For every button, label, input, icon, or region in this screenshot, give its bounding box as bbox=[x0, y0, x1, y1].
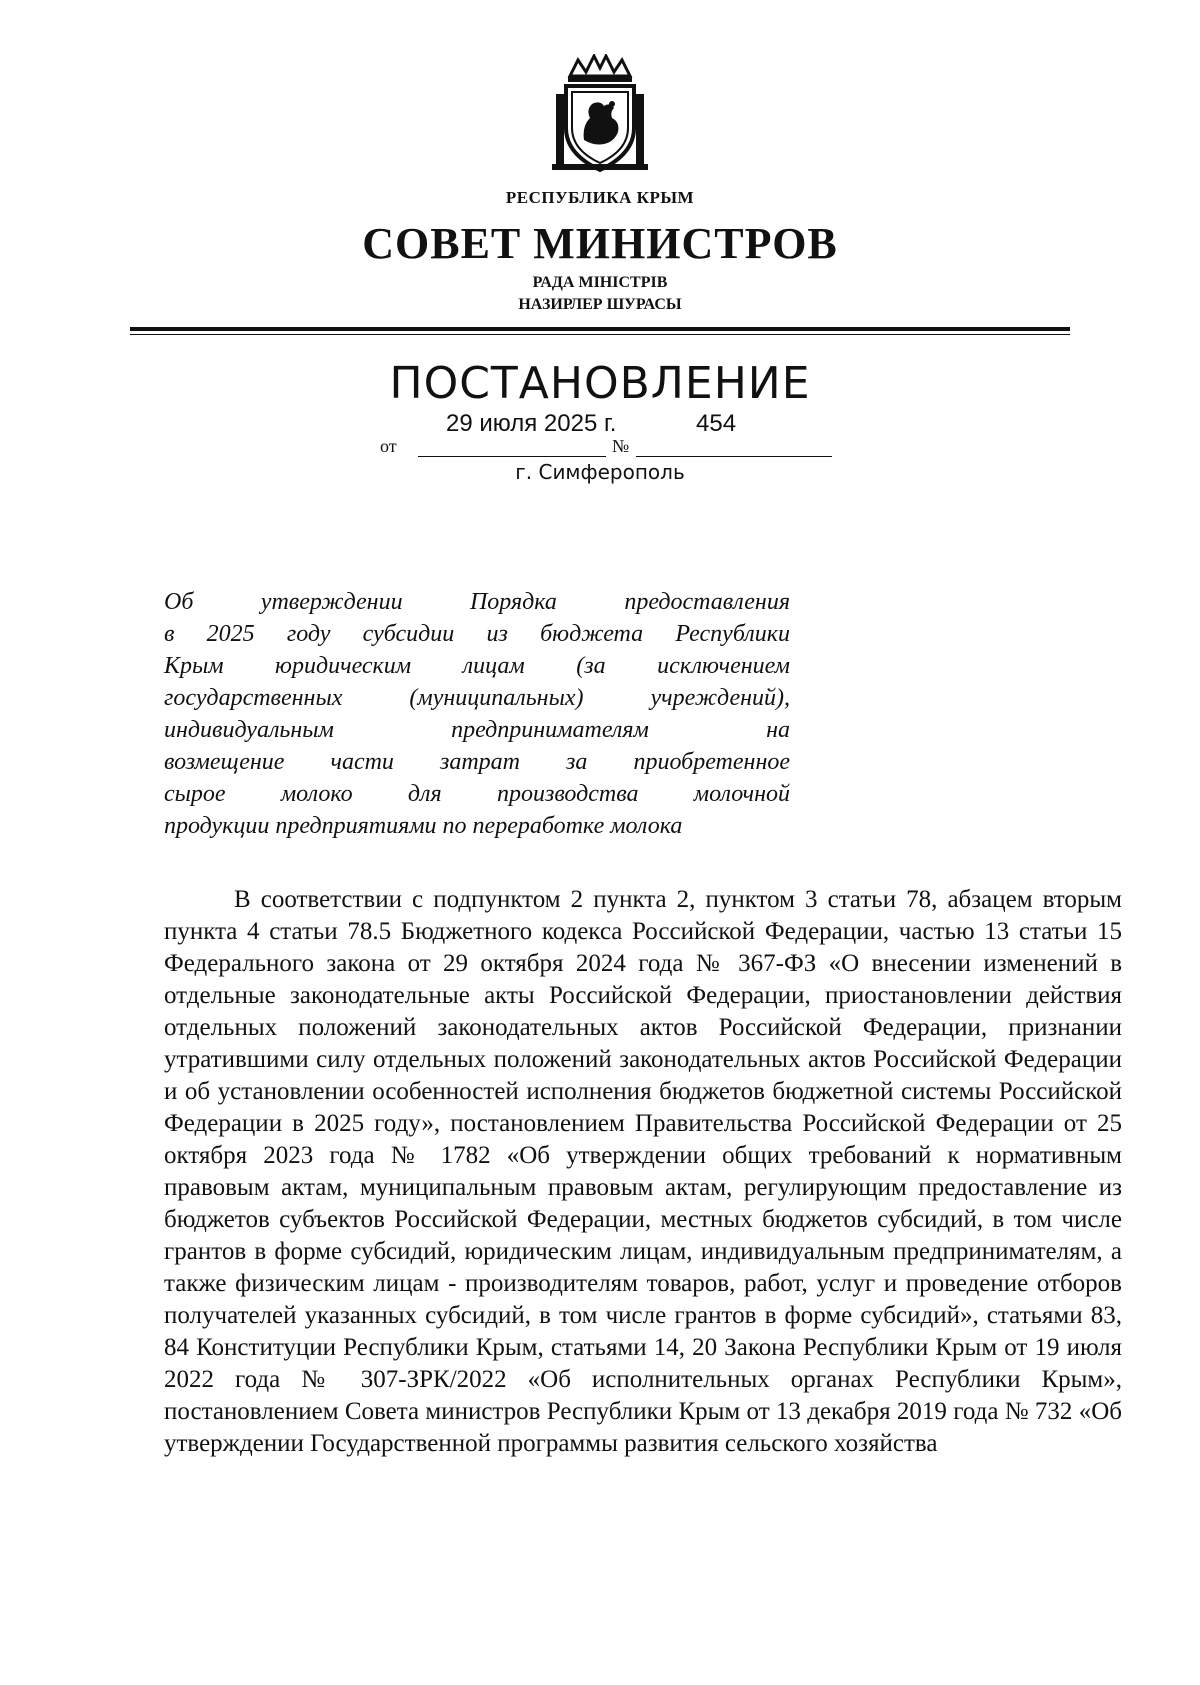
coat-of-arms-emblem bbox=[548, 54, 652, 178]
subject-line: продукции предприятиями по переработке молока bbox=[164, 813, 683, 839]
subject-line: в 2025 году субсидии из бюджета Республики bbox=[164, 621, 790, 647]
subject-line: государственных (муниципальных) учреждений), bbox=[164, 685, 790, 711]
council-title-ukrainian: РАДА МІНІСТРІВ bbox=[532, 274, 668, 291]
date-number-row bbox=[380, 410, 840, 460]
subject-line: индивидуальным предпринимателям на bbox=[164, 717, 790, 743]
council-title-crimean-tatar: НАЗИРЛЕР ШУРАСЫ bbox=[518, 296, 682, 313]
from-label: от bbox=[380, 436, 397, 456]
document-type-title: ПОСТАНОВЛЕНИЕ bbox=[389, 358, 811, 409]
document-subject bbox=[164, 586, 790, 842]
body-paragraph: В соответствии с подпунктом 2 пункта 2, пунктом 3 статьи 78, абзацем вторым пункта 4 статьи 78.5 Бюджетного кодекса Российской Федерации, частью 13 статьи 15 Федерального закона от 29 октября 2024 года № 367-ФЗ «О внесении изменений в отдельные законодательные акты Российской Федерации, приостановлении действия отдельных положений законодательных актов Российской Федерации, признании утратившими силу отдельных положений законодательных актов Российской Федерации и об установлении особенностей исполнения бюджетов бюджетной системы Российской Федерации в 2025 году», постановлением Правительства Российской Федерации от 25 октября 2023 года № 1782 «Об утверждении общих требований к нормативным правовым актам, муниципальным правовым актам, регулирующим предоставление из бюджетов субъектов Российской Федерации, местных бюджетов субсидий, в том числе грантов в форме субсидий, юридическим лицам, индивидуальным предпринимателям, а также физическим лицам - производителям товаров, работ, услуг и проведение отборов получателей указанных субсидий, в том числе грантов в форме субсидий», статьями 83, 84 Конституции Республики Крым, статьями 14, 20 Закона Республики Крым от 19 июля 2022 года № 307-ЗРК/2022 «Об исполнительных органах Республики Крым», постановлением Совета министров Республики Крым от 13 декабря 2019 года № 732 «Об утверждении Государственной программы развития сельского хозяйства bbox=[164, 886, 1122, 1457]
subject-line: возмещение части затрат за приобретенное bbox=[164, 749, 790, 775]
header-divider-thick bbox=[130, 327, 1070, 331]
document-number: 454 bbox=[696, 410, 737, 437]
header-divider-thin bbox=[130, 334, 1070, 335]
number-underline bbox=[636, 456, 832, 457]
republic-name: РЕСПУБЛИКА КРЫМ bbox=[505, 188, 695, 207]
subject-line: Об утверждении Порядка предоставления bbox=[164, 589, 790, 615]
number-label: № bbox=[612, 436, 630, 456]
document-city: г. Симферополь bbox=[515, 460, 685, 484]
document-date: 29 июля 2025 г. bbox=[446, 410, 617, 437]
subject-line: Крым юридическим лицам (за исключением bbox=[164, 653, 790, 679]
council-title: СОВЕТ МИНИСТРОВ bbox=[362, 219, 838, 268]
date-underline bbox=[418, 456, 606, 457]
subject-line: сырое молоко для производства молочной bbox=[164, 781, 790, 807]
